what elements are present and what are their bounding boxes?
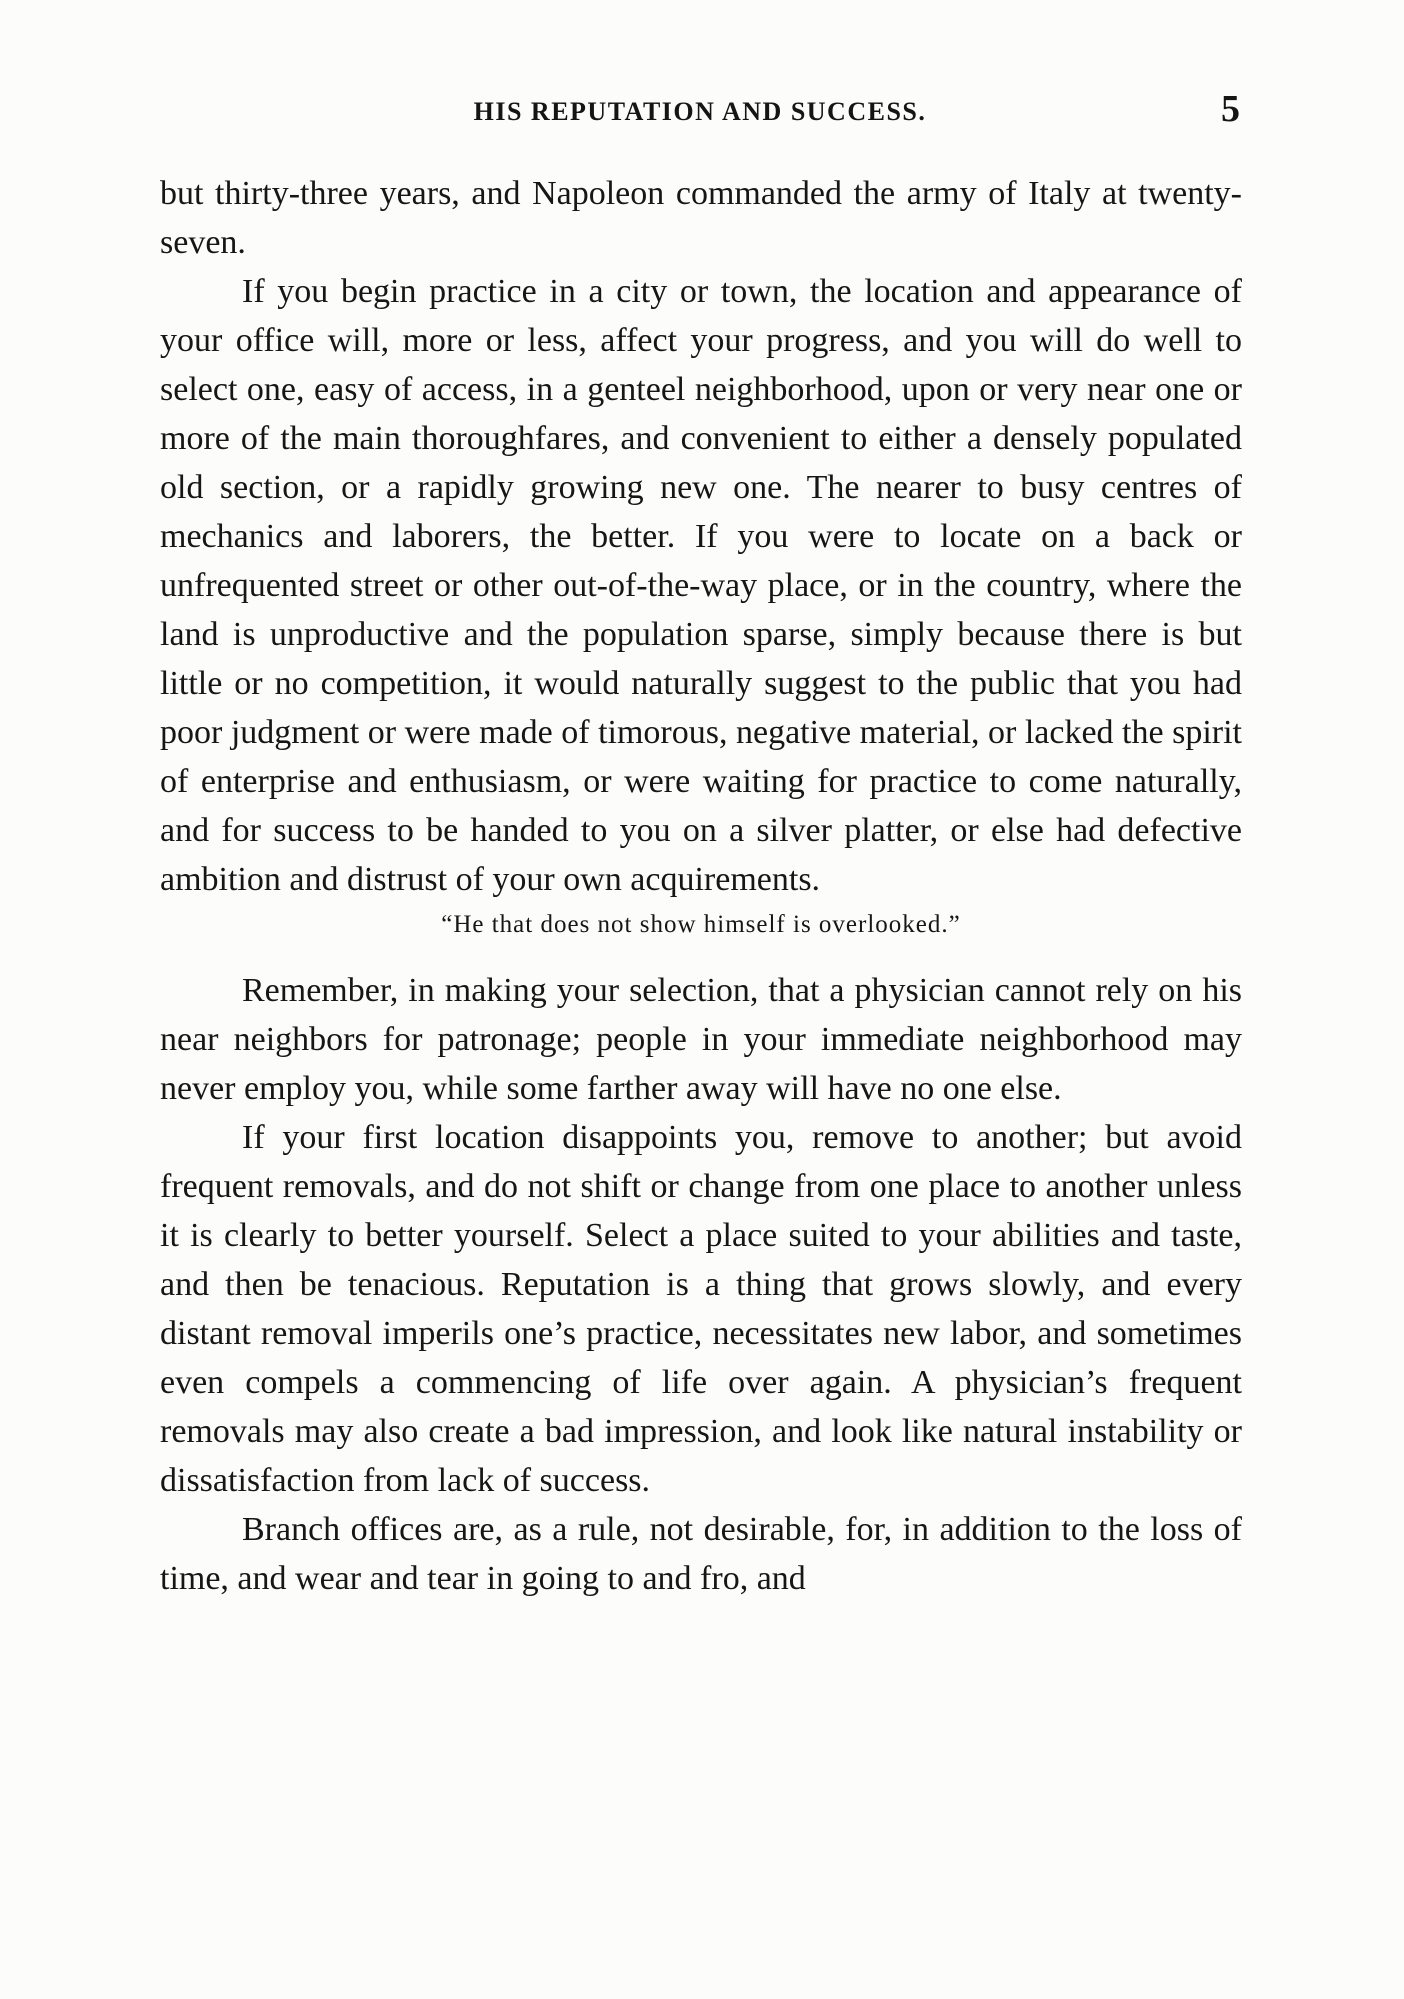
running-head: HIS REPUTATION AND SUCCESS.	[473, 97, 927, 126]
body-text	[160, 169, 1242, 1603]
page-number: 5	[1221, 88, 1240, 130]
page-header	[160, 88, 1240, 133]
paragraph-branch-offices: Branch offices are, as a rule, not desirable, for, in addition to the loss of time, and wear and tear in going to and fro, and	[160, 1511, 1242, 1597]
paragraph-removals: If your first location disappoints you, remove to another; but avoid frequent removals, and do not shift or change from one place to another unless it is clearly to better yourself. Select a place suited to your abilities and taste, and then be tenacious. Reputation is a thing that grows slowly, and every distant removal imperils one’s practice, necessitates new labor, and sometimes even compels a commencing of life over again. A physician’s frequent removals may also create a bad impression, and look like natural instability or dissatisfaction from lack of success.	[160, 1119, 1242, 1499]
paragraph-continued: but thirty-three years, and Napoleon commanded the army of Italy at twenty-seven.	[160, 175, 1242, 261]
quotation: “He that does not show himself is overlooked.”	[441, 911, 961, 938]
paragraph-neighbors: Remember, in making your selection, that a physician cannot rely on his near neighbors for patronage; people in your immediate neighborhood may never employ you, while some farther away will have no one else.	[160, 972, 1242, 1107]
paragraph-location: If you begin practice in a city or town, the location and appearance of your office will, more or less, affect your progress, and you will do well to select one, easy of access, in a genteel neighborhood, upon or very near one or more of the main thoroughfares, and convenient to either a densely populated old section, or a rapidly growing new one. The nearer to busy centres of mechanics and laborers, the better. If you were to locate on a back or unfrequented street or other out-of-the-way place, or in the country, where the land is unproductive and the population sparse, simply because there is but little or no competition, it would naturally suggest to the public that you had poor judgment or were made of timorous, negative material, or lacked the spirit of enterprise and enthusiasm, or were waiting for practice to come naturally, and for success to be handed to you on a silver platter, or else had defective ambition and distrust of your own acquirements.	[160, 273, 1242, 898]
